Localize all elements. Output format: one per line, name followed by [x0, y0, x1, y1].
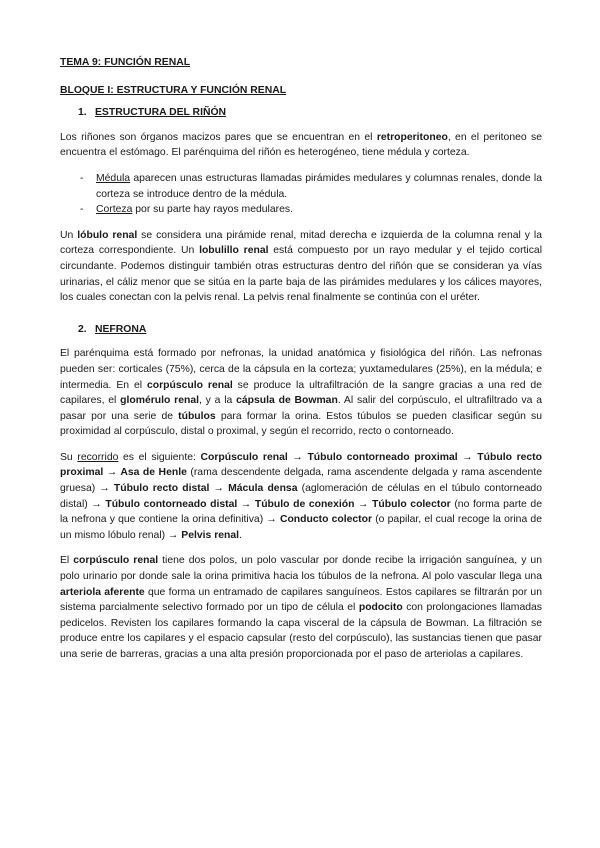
term: Corteza — [96, 204, 133, 216]
section-heading-1 — [60, 105, 542, 121]
list-item: - Corteza por su parte hay rayos medulares. — [80, 204, 293, 216]
term: Médula — [96, 172, 131, 184]
paragraph-lobulo: Un lóbulo renal se considera una pirámide renal, mitad derecha e izquierda de la columna renal y la corteza correspondiente. Un lobulillo renal está compuesto por un rayo medular y el tejido cortical circundante. Podemos distinguir también otras estructuras dentro del riñón que se consideran ya vías urinarias, el cáliz menor que se sitúa en la parte baja de las pirámides medulares y los cálices mayores, los cuales conectan con la pelvis renal. La pelvis renal finalmente se continúa con el uréter. — [60, 229, 543, 304]
section-heading-2 — [60, 322, 542, 338]
paragraph-recorrido: Su recorrido es el siguiente: Corpúsculo renal → Túbulo contorneado proximal → Túbulo recto proximal → Asa de Henle (rama descendente delgada, rama ascendente delgada y rama ascendente gruesa) → Túbulo recto distal → Mácula densa (aglomeración de células en el túbulo contorneado distal) → Túbulo contorneado distal → Túbulo de conexión → Túbulo colector (no forma parte de la nefrona y que contiene la orina definitiva) → Conducto colector (o papilar, el cual recoge la orina de un mismo lóbulo renal) → Pelvis renal. — [60, 451, 542, 541]
paragraph-corpusculo: El corpúsculo renal tiene dos polos, un polo vascular por donde recibe la irrigación sanguínea, y un polo urinario por donde sale la orina primitiva hacia los túbulos de la nefrona. Al polo vascular llega una arteriola aferente que forma un entramado de capilares sanguíneos. Estos capilares se filtrarán por un sistema parcialmente selectivo formado por un tipo de célula el podocito con prolongaciones llamadas pedicelos. Revisten los capilares formando la capa visceral de la cápsula de Bowman. La filtración se produce entre los capilares y el espacio capsular (resto del corpúsculo), las sustancias tienen que pasar una serie de barreras, gracias a una alta presión proporcionada por el paso de arteriolas a capilares. — [60, 555, 542, 660]
paragraph-nefronas: El parénquima está formado por nefronas, la unidad anatómica y fisiológica del riñón. Las nefronas pueden ser: corticales (75%), cerca de la cápsula en la corteza; yuxtamedulares (25%), en la médula; e intermedia. En el corpúsculo renal se produce la ultrafiltración de la sangre gracias a una red de capilares, el glomérulo renal, y a la cápsula de Bowman. Al salir del corpúsculo, el ultrafiltrado va a pasar por una serie de túbulos para formar la orina. Estos túbulos se pueden clasificar según su proximidad al corpúsculo, distal o proximal, y según el recorrido, recto o contorneado. — [60, 348, 542, 438]
list-item: - Médula aparecen unas estructuras llamadas pirámides medulares y columnas renales, donde la corteza se introduce dentro de la médula. — [80, 172, 542, 200]
section-number: 1. — [78, 107, 87, 119]
block-heading: BLOQUE I: ESTRUCTURA Y FUNCIÓN RENAL — [60, 84, 287, 96]
section-title: ESTRUCTURA DEL RIÑÓN — [95, 107, 227, 119]
section-number: 2. — [78, 323, 87, 335]
section-title: NEFRONA — [95, 323, 147, 335]
structure-list — [60, 171, 542, 218]
document-title: TEMA 9: FUNCIÓN RENAL — [60, 57, 191, 68]
paragraph-intro: Los riñones son órganos macizos pares que se encuentran en el retroperitoneo, en el peritoneo se encuentra el estómago. El parénquima del riñón es heterogéneo, tiene médula y corteza. — [60, 131, 542, 159]
